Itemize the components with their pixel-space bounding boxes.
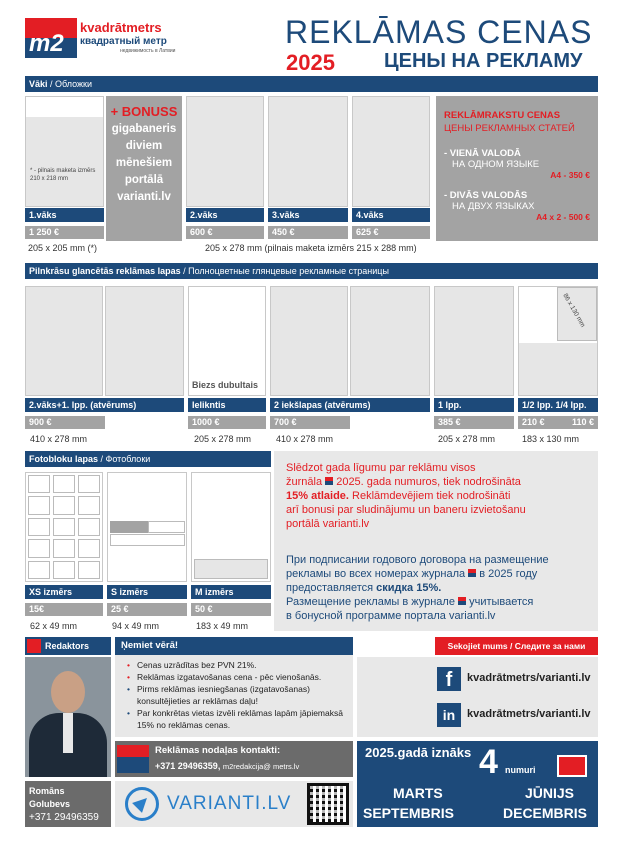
s-thumb bbox=[107, 472, 187, 582]
page-price: 385 € bbox=[434, 416, 514, 429]
social-header: Sekojiet mums / Следите за нами bbox=[435, 637, 598, 655]
facebook-link[interactable]: kvadrātmetrs/varianti.lv bbox=[467, 672, 591, 684]
cover-1-price: 1 250 € bbox=[25, 226, 104, 239]
page-size: 205 x 278 mm bbox=[438, 434, 496, 444]
cover-4-label: 4.vāks bbox=[352, 208, 430, 222]
cover-1-label: 1.vāks bbox=[25, 208, 104, 222]
spread-thumb-left bbox=[25, 286, 103, 396]
notice-box: Ņemiet vērā! • Cenas uzrādītas bez PVN 21%. • Reklāmas izgatavošanas cena - pēc vienošanās. • Pirms reklāmas iesniegšanas (izgatavošanas) konsultējieties ar reklāmas daļu! • Par konkrētas vietas izvēli reklāmas lapām jāpiemaksā 15% no reklāmas cenas. bbox=[115, 637, 353, 737]
brand-name-lv: kvadrātmetrs bbox=[80, 20, 162, 35]
m-size: 183 x 49 mm bbox=[196, 621, 249, 631]
bonus-box bbox=[106, 96, 182, 241]
cover-3-price: 450 € bbox=[268, 226, 348, 239]
offer-box: Slēdzot gada līgumu par reklāmu visos žurnāla 2025. gada numuros, tiek nodrošināta 15% atlaide. Reklāmdevējiem tiek nodrošināti arī bonusi par sludinājumu un baneru izvietošanu portālā varianti.lv При подписании годового договора на размещение рекламы во всех номерах журнала в 2025 году предоставляется скидка 15%. Размещение рекламы в журнале учитывается в бонусной программе портала varianti.lv bbox=[274, 451, 598, 631]
inner-thumb-left bbox=[270, 286, 348, 396]
half-label: 1/2 lpp. 1/4 lpp. bbox=[518, 398, 598, 412]
inner-price: 700 € bbox=[270, 416, 350, 429]
qr-code bbox=[307, 783, 349, 825]
cover-3-label: 3.vāks bbox=[268, 208, 348, 222]
issues-box: 2025.gadā iznāks 4 numuri MARTS JŪNIJS SEPTEMBRIS DECEMBRIS bbox=[357, 741, 598, 827]
half-thumb: 86 x 130 mm bbox=[518, 286, 598, 396]
editor-header: Redaktors bbox=[25, 637, 111, 655]
spread-price: 900 € bbox=[25, 416, 105, 429]
inner-thumb-right bbox=[350, 286, 430, 396]
cover-4-thumb bbox=[352, 96, 430, 207]
page-title-ru: ЦЕНЫ НА РЕКЛАМУ bbox=[384, 50, 583, 72]
contacts-box: Reklāmas nodaļas kontakti: +371 29496359, m2redakcija@ metrs.lv bbox=[115, 741, 353, 777]
m-thumb bbox=[191, 472, 271, 582]
spread-thumb-right bbox=[105, 286, 184, 396]
articles-box: REKLĀMRAKSTU CENAS ЦЕНЫ РЕКЛАМНЫХ СТАТЕЙ - VIENĀ VALODĀ НА ОДНОМ ЯЗЫКЕ A4 - 350 € - DIVĀS VALODĀS НА ДВУХ ЯЗЫКАХ A4 x 2 - 500 € bbox=[436, 96, 598, 241]
insert-size: 205 x 278 mm bbox=[194, 434, 252, 444]
insert-price: 1000 € bbox=[188, 416, 266, 429]
section-photo: Fotobloku lapas / Фотоблоки bbox=[25, 451, 271, 467]
spread-size: 410 x 278 mm bbox=[30, 434, 88, 444]
page-thumb bbox=[434, 286, 514, 396]
m-price: 50 € bbox=[191, 603, 271, 616]
cover-1-thumb: * - pilnais maketa izmērs 210 x 218 mm bbox=[25, 96, 104, 207]
covers-size: 205 x 278 mm (pilnais maketa izmērs 215 x 288 mm) bbox=[205, 243, 417, 253]
bonus-text: gigabaneris diviem mēnešiem portālā varianti.lv bbox=[111, 123, 177, 203]
xs-price: 15€ bbox=[25, 603, 103, 616]
year-label: 2025 bbox=[286, 50, 335, 75]
cover-1-size: 205 x 205 mm (*) bbox=[28, 243, 98, 253]
m-label: M izmērs bbox=[191, 585, 271, 599]
section-covers: Vāki / Обложки bbox=[25, 76, 598, 92]
brand-logo: m2 bbox=[25, 18, 77, 58]
page-label: 1 lpp. bbox=[434, 398, 514, 412]
brand-name-ru: квадратный метр bbox=[80, 36, 167, 47]
s-size: 94 x 49 mm bbox=[112, 621, 160, 631]
cover-4-price: 625 € bbox=[352, 226, 430, 239]
xs-size: 62 x 49 mm bbox=[30, 621, 78, 631]
brand-tagline: недвижимость в Латвии bbox=[120, 48, 176, 54]
cover-2-price: 600 € bbox=[186, 226, 264, 239]
bonus-title: + BONUSS bbox=[110, 104, 178, 119]
spread-label: 2.vāks+1. lpp. (atvērums) bbox=[25, 398, 184, 412]
editor-photo bbox=[25, 657, 111, 777]
page-title-lv: REKLĀMAS CENAS bbox=[285, 14, 593, 50]
insert-caption: Biezs dubultais bbox=[192, 380, 259, 390]
cover-2-label: 2.vāks bbox=[186, 208, 264, 222]
editor-info: Romāns Golubevs +371 29496359 m2redakcija@ metrs.lv bbox=[25, 781, 111, 827]
s-price: 25 € bbox=[107, 603, 187, 616]
inner-label: 2 iekšlapas (atvērums) bbox=[270, 398, 430, 412]
xs-thumb bbox=[25, 472, 103, 582]
s-label: S izmērs bbox=[107, 585, 187, 599]
insert-label: Ielikntis bbox=[188, 398, 266, 412]
inner-size: 410 x 278 mm bbox=[276, 434, 334, 444]
xs-label: XS izmērs bbox=[25, 585, 103, 599]
half-price: 210 € 110 € bbox=[518, 416, 598, 429]
half-size: 183 x 130 mm bbox=[522, 434, 580, 444]
cover-3-thumb bbox=[268, 96, 348, 207]
linkedin-link[interactable]: kvadrātmetrs/varianti.lv bbox=[467, 708, 591, 720]
social-box bbox=[357, 657, 598, 737]
facebook-icon[interactable]: f bbox=[437, 667, 461, 691]
m2-mini-logo bbox=[557, 755, 587, 777]
cover-2-thumb bbox=[186, 96, 264, 207]
linkedin-icon[interactable]: in bbox=[437, 703, 461, 727]
section-glossy: Pilnkrāsu glancētās reklāmas lapas / Полноцветные глянцевые рекламные страницы bbox=[25, 263, 598, 279]
portal-box[interactable]: VARIANTI.LV bbox=[115, 781, 353, 827]
